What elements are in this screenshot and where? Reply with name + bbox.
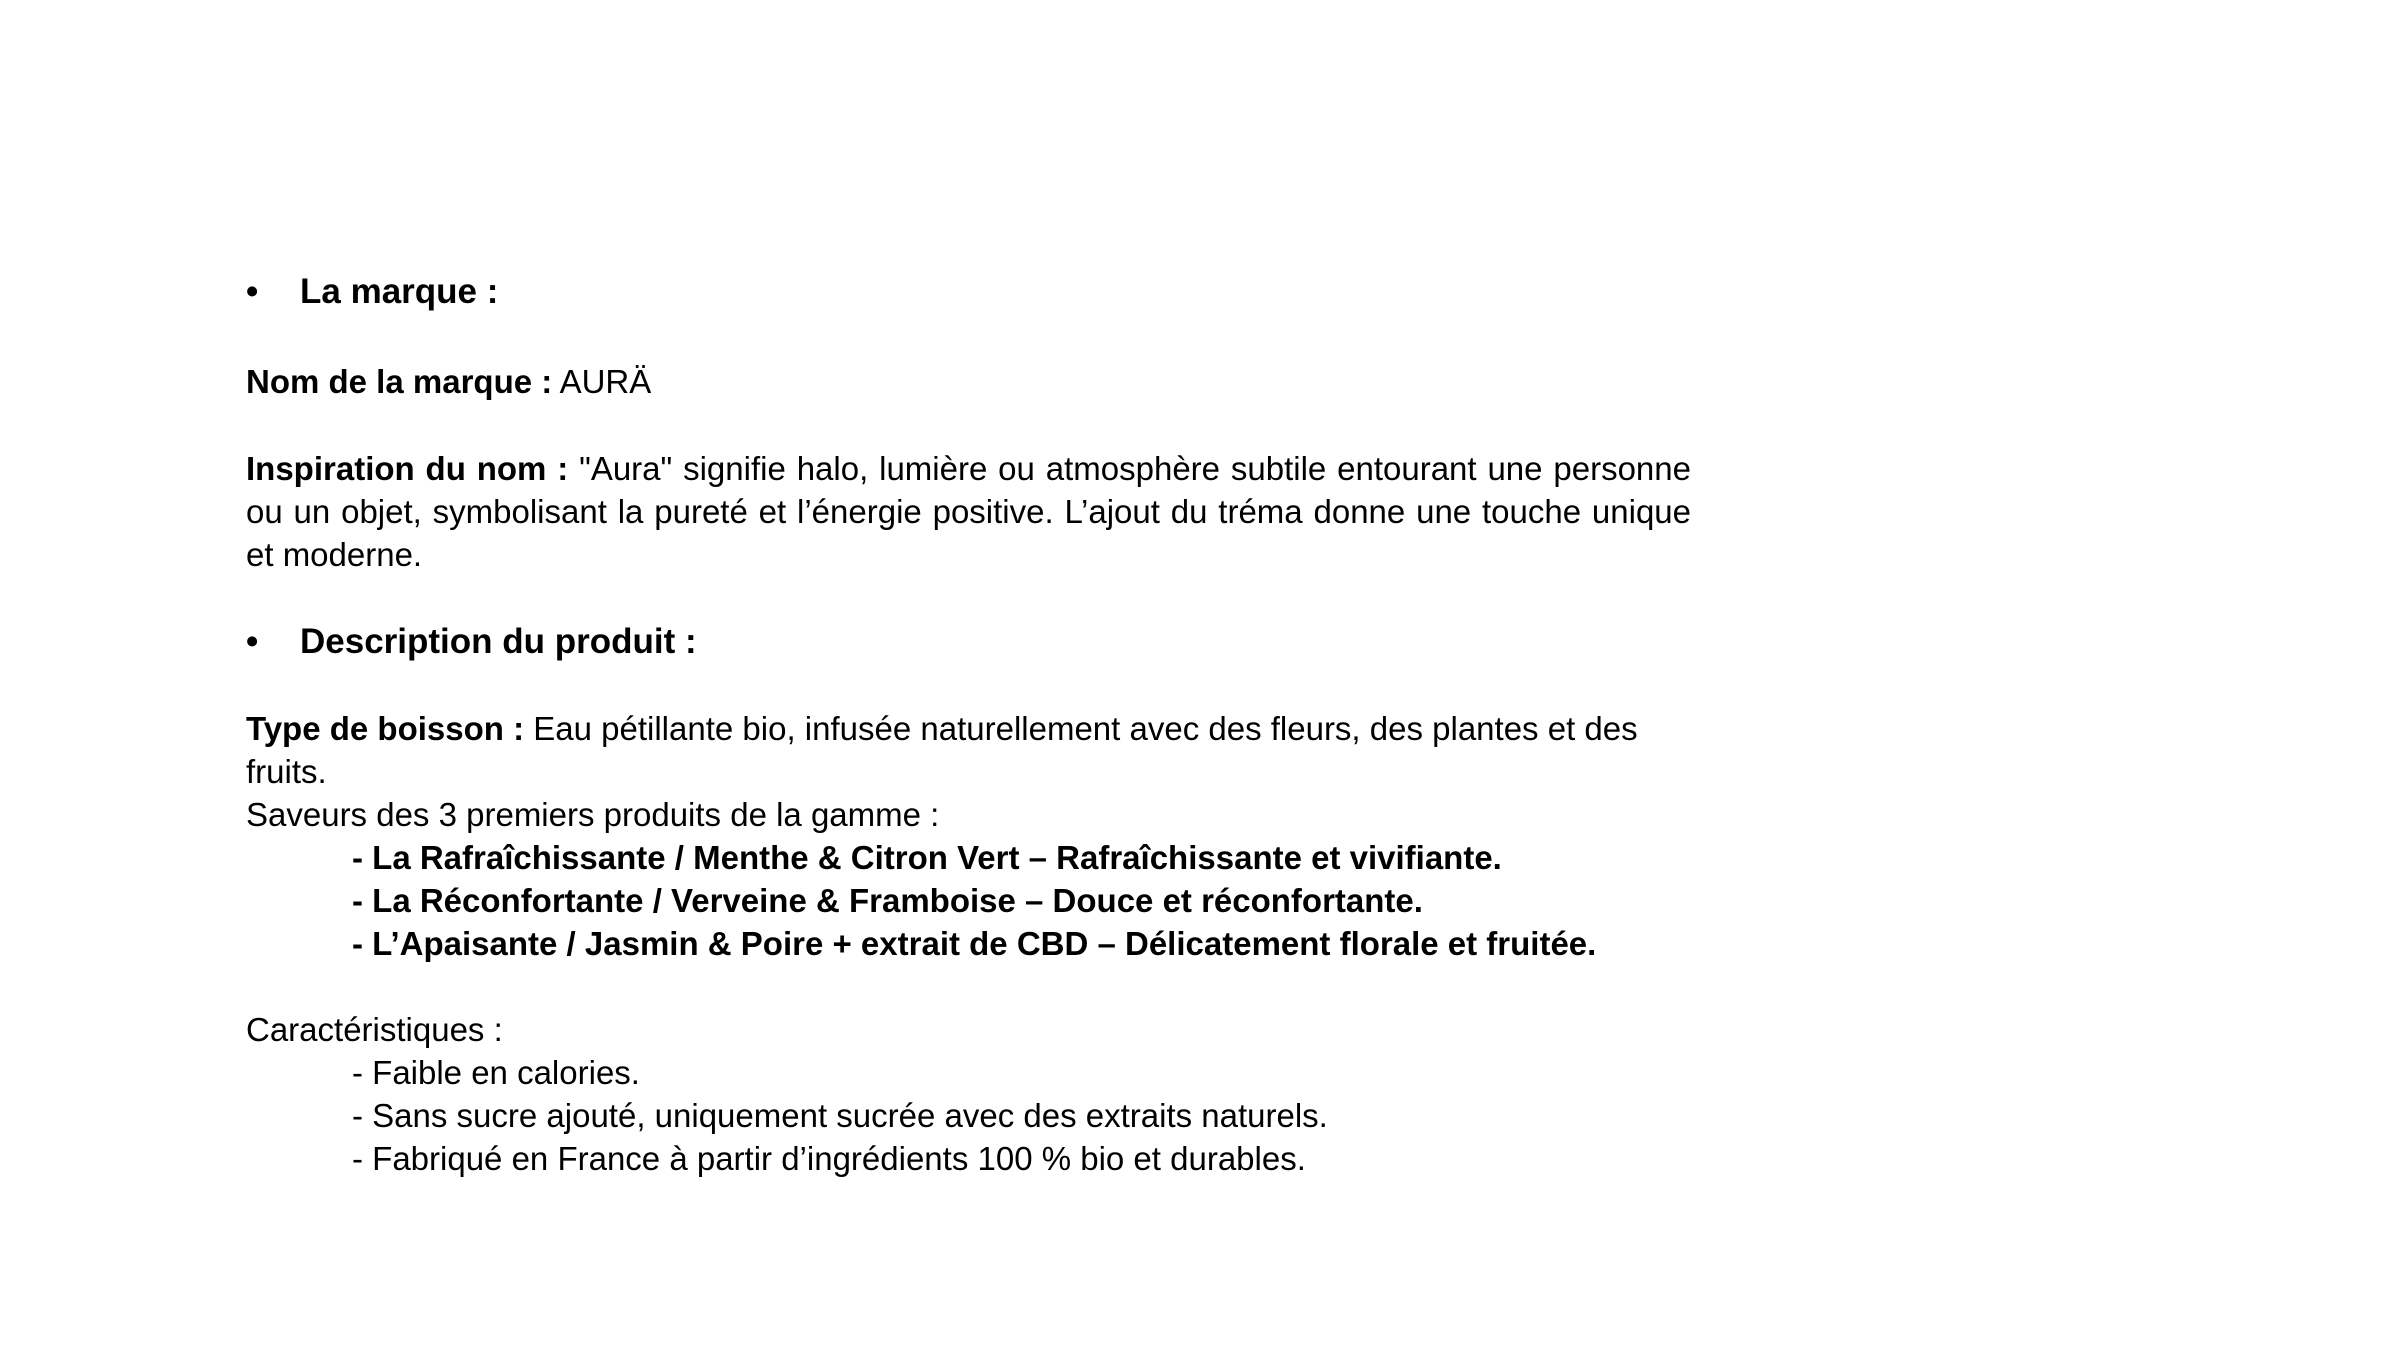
brand-inspiration-label: Inspiration du nom : — [246, 450, 569, 487]
flavor-item: - La Rafraîchissante / Menthe & Citron Vert – Rafraîchissante et vivifiante. — [352, 839, 1502, 876]
feature-item: - Sans sucre ajouté, uniquement sucrée avec des extraits naturels. — [352, 1097, 1328, 1134]
brand-name-label: Nom de la marque : — [246, 363, 553, 400]
brand-name-paragraph — [246, 360, 1696, 403]
bullet-icon: • — [246, 622, 259, 661]
drink-type-paragraph — [246, 707, 1696, 793]
drink-type-label: Type de boisson : — [246, 710, 525, 747]
feature-item: - Faible en calories. — [352, 1054, 640, 1091]
brand-heading — [246, 270, 498, 314]
brand-name-value: AURÄ — [552, 363, 652, 400]
flavor-item: - L’Apaisante / Jasmin & Poire + extrait de CBD – Délicatement florale et fruitée. — [352, 925, 1597, 962]
features-intro: Caractéristiques : — [246, 1011, 503, 1048]
feature-item: - Fabriqué en France à partir d’ingrédients 100 % bio et durables. — [352, 1140, 1306, 1177]
brand-inspiration-text: "Aura" signifie halo, lumière ou atmosphère subtile entourant une personne ou un objet, symbolisant la pureté et l’énergie positive. L’ajout du tréma donne une touche unique et moderne. — [246, 450, 1691, 573]
product-heading-text: Description du produit : — [300, 622, 697, 661]
brand-inspiration-paragraph — [246, 447, 1691, 576]
flavors-intro: Saveurs des 3 premiers produits de la gamme : — [246, 796, 940, 833]
flavor-item: - La Réconfortante / Verveine & Framboise – Douce et réconfortante. — [352, 882, 1423, 919]
product-heading — [246, 620, 697, 664]
bullet-icon: • — [246, 272, 259, 311]
brand-heading-text: La marque : — [300, 272, 499, 311]
drink-type-value: Eau pétillante bio, infusée naturellement avec des fleurs, des plantes et des fruits. — [246, 710, 1638, 790]
